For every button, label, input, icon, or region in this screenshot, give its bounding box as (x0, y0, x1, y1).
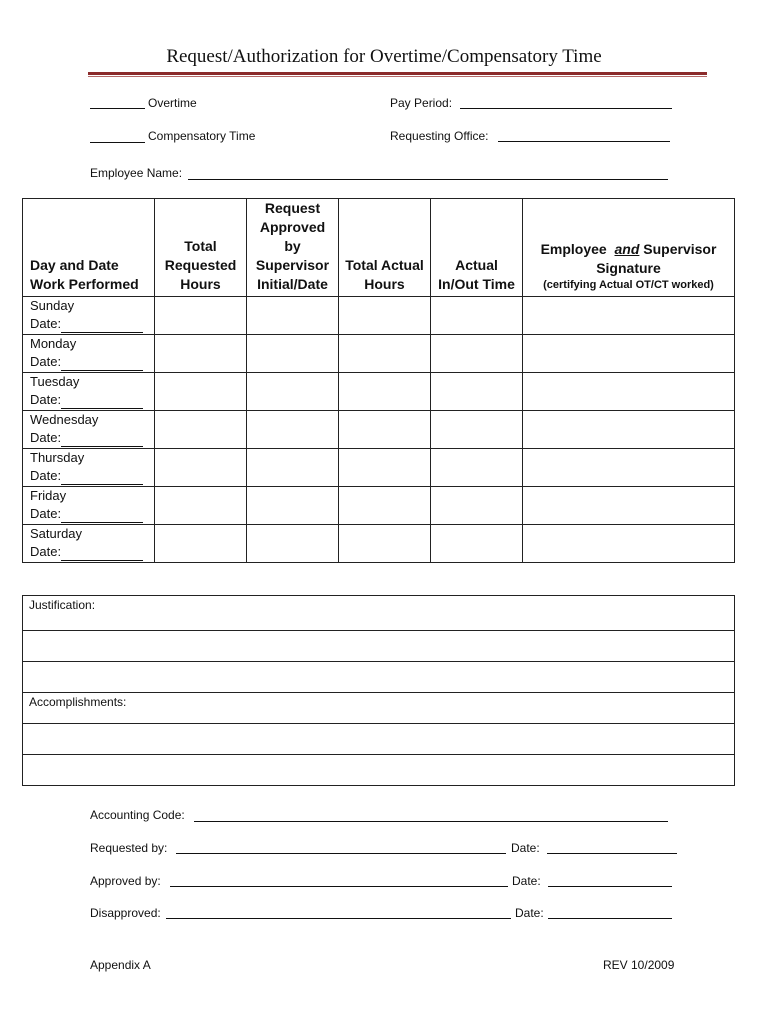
day-cell: Friday Date: (23, 487, 155, 525)
signature-cell[interactable] (523, 411, 735, 449)
signature-cell[interactable] (523, 449, 735, 487)
appendix-label: Appendix A (90, 958, 151, 972)
accounting-code-field[interactable] (194, 808, 668, 822)
inout-cell[interactable] (431, 525, 523, 563)
justification-line[interactable] (23, 662, 735, 693)
disapproved-label: Disapproved: (90, 906, 161, 920)
actual-hours-cell[interactable] (339, 297, 431, 335)
accomplishments-row[interactable]: Accomplishments: (23, 693, 735, 724)
disapproved-date-label: Date: (515, 906, 544, 920)
requested-hours-cell[interactable] (155, 525, 247, 563)
day-cell: Wednesday Date: (23, 411, 155, 449)
form-title: Request/Authorization for Overtime/Compensatory Time (166, 46, 602, 67)
requested-date-field[interactable] (547, 840, 677, 854)
inout-cell[interactable] (431, 297, 523, 335)
compensatory-label: Compensatory Time (148, 129, 256, 143)
header-signature: Employee and Supervisor Signature (certifying Actual OT/CT worked) (523, 199, 735, 297)
day-cell: Monday Date: (23, 335, 155, 373)
approved-cell[interactable] (247, 335, 339, 373)
inout-cell[interactable] (431, 335, 523, 373)
approved-cell[interactable] (247, 411, 339, 449)
signature-cell[interactable] (523, 373, 735, 411)
table-row (23, 335, 735, 373)
disapproved-field[interactable] (166, 905, 511, 919)
compensatory-checkline[interactable] (90, 129, 145, 143)
justification-line[interactable] (23, 631, 735, 662)
requested-by-label: Requested by: (90, 841, 168, 855)
approved-cell[interactable] (247, 525, 339, 563)
approved-by-label: Approved by: (90, 874, 161, 888)
header-actual-inout: Actual In/Out Time (431, 199, 523, 297)
signature-cell[interactable] (523, 335, 735, 373)
justification-row[interactable]: Justification: (23, 596, 735, 631)
day-cell: Tuesday Date: (23, 373, 155, 411)
actual-hours-cell[interactable] (339, 487, 431, 525)
requested-hours-cell[interactable] (155, 335, 247, 373)
requested-hours-cell[interactable] (155, 487, 247, 525)
approved-cell[interactable] (247, 297, 339, 335)
actual-hours-cell[interactable] (339, 411, 431, 449)
requested-hours-cell[interactable] (155, 297, 247, 335)
inout-cell[interactable] (431, 487, 523, 525)
approved-cell[interactable] (247, 487, 339, 525)
table-row (23, 373, 735, 411)
approved-date-label: Date: (512, 874, 541, 888)
requested-hours-cell[interactable] (155, 373, 247, 411)
requested-date-label: Date: (511, 841, 540, 855)
inout-cell[interactable] (431, 449, 523, 487)
requesting-office-field[interactable] (498, 128, 670, 142)
approved-date-field[interactable] (548, 873, 672, 887)
requested-hours-cell[interactable] (155, 449, 247, 487)
table-row (23, 411, 735, 449)
employee-name-label: Employee Name: (90, 166, 183, 180)
header-total-requested: Total Requested Hours (155, 199, 247, 297)
disapproved-date-field[interactable] (548, 905, 672, 919)
table-row (23, 525, 735, 563)
time-table (22, 198, 735, 563)
header-approved: Request Approved by Supervisor Initial/Date (247, 199, 339, 297)
employee-name-field[interactable] (188, 166, 668, 180)
pay-period-field[interactable] (460, 95, 672, 109)
title-rule-thin (88, 76, 707, 77)
accomplishments-line[interactable] (23, 755, 735, 786)
accomplishments-line[interactable] (23, 724, 735, 755)
table-row (23, 487, 735, 525)
inout-cell[interactable] (431, 411, 523, 449)
header-day: Day and Date Work Performed (23, 199, 155, 297)
signature-cell[interactable] (523, 525, 735, 563)
actual-hours-cell[interactable] (339, 449, 431, 487)
requesting-office-label: Requesting Office: (390, 129, 489, 143)
actual-hours-cell[interactable] (339, 335, 431, 373)
notes-table (22, 595, 735, 786)
table-row (23, 297, 735, 335)
approved-cell[interactable] (247, 373, 339, 411)
signature-cell[interactable] (523, 487, 735, 525)
actual-hours-cell[interactable] (339, 525, 431, 563)
approved-by-field[interactable] (170, 873, 508, 887)
overtime-checkline[interactable] (90, 95, 145, 109)
header-total-actual: Total Actual Hours (339, 199, 431, 297)
pay-period-label: Pay Period: (390, 96, 453, 110)
table-row (23, 449, 735, 487)
title-rule (88, 72, 707, 75)
actual-hours-cell[interactable] (339, 373, 431, 411)
table-header-row (23, 199, 735, 297)
revision-label: REV 10/2009 (603, 958, 675, 972)
requested-hours-cell[interactable] (155, 411, 247, 449)
accounting-code-label: Accounting Code: (90, 808, 185, 822)
requested-by-field[interactable] (176, 840, 506, 854)
inout-cell[interactable] (431, 373, 523, 411)
day-cell: Thursday Date: (23, 449, 155, 487)
overtime-label: Overtime (148, 96, 197, 110)
signature-cell[interactable] (523, 297, 735, 335)
day-cell: Sunday Date: (23, 297, 155, 335)
approved-cell[interactable] (247, 449, 339, 487)
day-cell: Saturday Date: (23, 525, 155, 563)
